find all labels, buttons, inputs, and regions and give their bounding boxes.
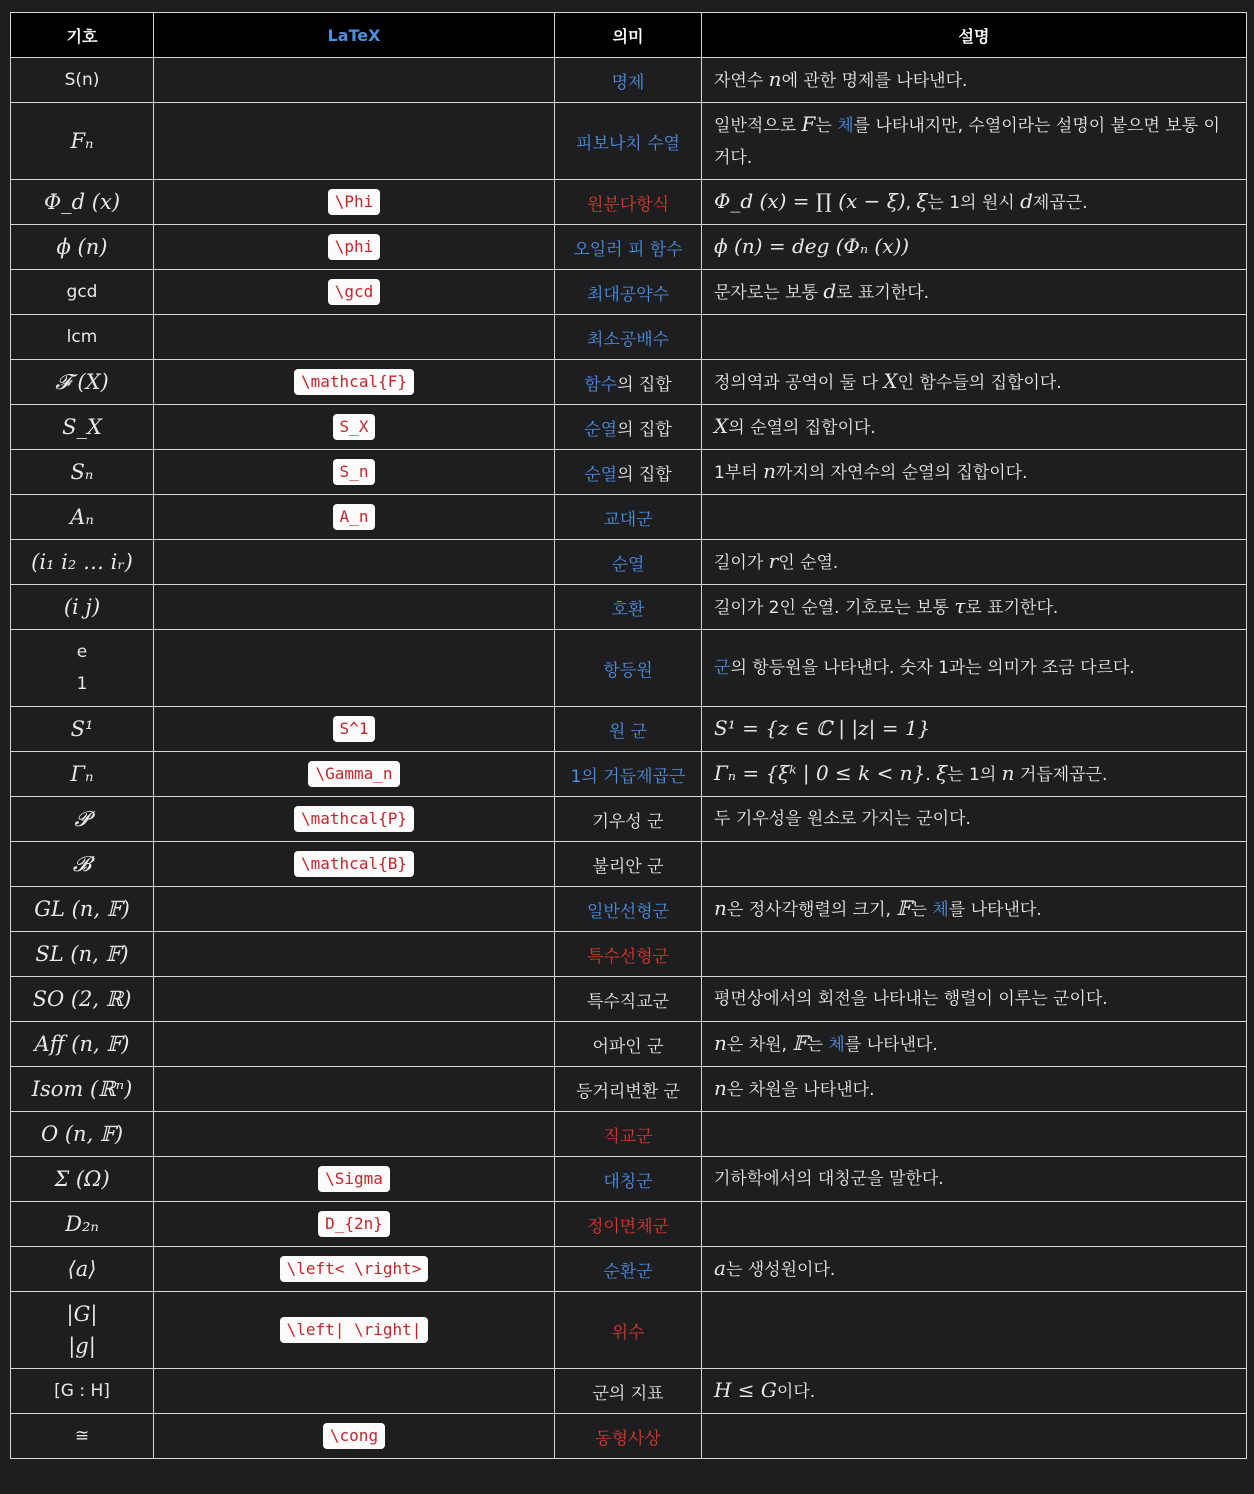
description-cell <box>702 1112 1247 1157</box>
meaning-cell <box>555 540 702 585</box>
desc-math: a <box>714 1256 726 1280</box>
desc-math: ϕ (n) = deg (Φₙ (x)) <box>714 234 910 258</box>
latex-cell <box>154 585 555 630</box>
desc-text: 인 함수들의 집합이다. <box>897 373 1062 393</box>
meaning-link-missing[interactable]: 특수선형군 <box>586 946 670 967</box>
meaning-link[interactable]: 원 군 <box>608 721 648 742</box>
meaning-cell <box>555 1202 702 1247</box>
meaning-link-missing[interactable]: 위수 <box>611 1322 645 1343</box>
desc-link[interactable]: 군 <box>714 658 731 678</box>
symbol-cell: SO (2, ℝ) <box>11 977 154 1022</box>
latex-cell <box>154 1022 555 1067</box>
desc-text: 은 차원을 나타낸다. <box>726 1080 875 1100</box>
desc-link[interactable]: 체 <box>932 900 949 920</box>
symbol-cell: S¹ <box>11 707 154 752</box>
meaning-cell <box>555 1247 702 1292</box>
meaning-text: 의 집합 <box>617 464 672 485</box>
symbol-cell: Φ_d (x) <box>11 180 154 225</box>
header-meaning: 의미 <box>555 13 702 58</box>
meaning-link[interactable]: 1의 거듭제곱근 <box>570 766 686 787</box>
meaning-cell <box>555 1112 702 1157</box>
desc-math: X <box>883 369 898 393</box>
latex-cell <box>154 1067 555 1112</box>
meaning-cell <box>555 630 702 707</box>
desc-math: F <box>801 112 816 136</box>
description-cell <box>702 540 1247 585</box>
symbol-cell: ⟨a⟩ <box>11 1247 154 1292</box>
meaning-cell <box>555 360 702 405</box>
description-cell <box>702 707 1247 752</box>
desc-text: 일반적으로 <box>714 116 802 136</box>
desc-math: n <box>768 67 782 91</box>
meaning-cell <box>555 495 702 540</box>
latex-code: \Sigma <box>318 1166 390 1192</box>
latex-code: \phi <box>328 234 381 260</box>
meaning-cell <box>555 1292 702 1369</box>
table-row <box>11 932 1247 977</box>
meaning-cell: 특수직교군 <box>555 977 702 1022</box>
header-latex-link[interactable]: LaTeX <box>154 13 555 58</box>
meaning-link[interactable]: 오일러 피 함수 <box>573 239 683 260</box>
meaning-cell: 불리안 군 <box>555 842 702 887</box>
latex-cell <box>154 450 555 495</box>
symbol-cell <box>11 630 154 707</box>
latex-code: A_n <box>333 504 376 530</box>
desc-math: ξ <box>916 189 928 213</box>
symbol-cell: ϕ (n) <box>11 225 154 270</box>
desc-text: 에 관한 명제를 나타낸다. <box>781 71 968 91</box>
meaning-cell: 어파인 군 <box>555 1022 702 1067</box>
symbol-cell: Aff (n, 𝔽) <box>11 1022 154 1067</box>
meaning-link[interactable]: 최대공약수 <box>586 284 670 305</box>
latex-code: D_{2n} <box>318 1211 390 1237</box>
latex-code: \Gamma_n <box>308 761 399 787</box>
latex-cell <box>154 270 555 315</box>
desc-math: ξ <box>936 761 948 785</box>
desc-math: Φ_d (x) = ∏ (x − ξ) <box>714 189 906 213</box>
latex-cell <box>154 797 555 842</box>
table-row <box>11 707 1247 752</box>
latex-cell <box>154 58 555 103</box>
meaning-link-missing[interactable]: 직교군 <box>603 1126 653 1147</box>
latex-cell <box>154 887 555 932</box>
description-cell <box>702 103 1247 180</box>
symbol-cell: GL (n, 𝔽) <box>11 887 154 932</box>
symbol-line: |g| <box>68 1334 96 1358</box>
latex-cell <box>154 752 555 797</box>
latex-cell <box>154 360 555 405</box>
latex-cell <box>154 1112 555 1157</box>
symbol-table-container <box>10 12 1246 1459</box>
table-row <box>11 405 1247 450</box>
latex-cell <box>154 977 555 1022</box>
latex-code: S_X <box>333 414 376 440</box>
desc-text: 기하학에서의 대칭군을 말한다. <box>714 1169 944 1189</box>
desc-text: 는 <box>910 900 933 920</box>
latex-cell <box>154 103 555 180</box>
symbol-cell: lcm <box>11 315 154 360</box>
table-row <box>11 1022 1247 1067</box>
latex-cell <box>154 405 555 450</box>
desc-text: 거듭제곱근. <box>1014 765 1108 785</box>
latex-code: \mathcal{B} <box>294 851 414 877</box>
meaning-cell <box>555 932 702 977</box>
latex-code: \left< \right> <box>280 1256 429 1282</box>
desc-text: 는 1의 원시 <box>927 193 1021 213</box>
symbol-cell: (i j) <box>11 585 154 630</box>
table-row <box>11 585 1247 630</box>
latex-cell <box>154 1157 555 1202</box>
desc-math: X <box>714 414 729 438</box>
symbol-cell: S_X <box>11 405 154 450</box>
latex-code: \mathcal{P} <box>294 806 414 832</box>
symbol-cell: S(n) <box>11 58 154 103</box>
desc-text: 평면상에서의 회전을 나타내는 행렬이 이루는 군이다. <box>714 989 1108 1009</box>
latex-cell <box>154 707 555 752</box>
meaning-cell: 군의 지표 <box>555 1369 702 1414</box>
description-cell <box>702 977 1247 1022</box>
latex-cell <box>154 180 555 225</box>
meaning-link[interactable]: 명제 <box>611 72 645 93</box>
table-row <box>11 797 1247 842</box>
symbol-table <box>10 12 1247 1459</box>
desc-text: 자연수 <box>714 71 769 91</box>
meaning-link-missing[interactable]: 동형사상 <box>595 1428 661 1449</box>
desc-text: 를 나타내지만, 수열이라는 설명이 붙으면 보통 이 거다. <box>714 116 1220 168</box>
meaning-link-missing[interactable]: 원분다항식 <box>586 194 670 215</box>
description-cell <box>702 1292 1247 1369</box>
description-cell <box>702 225 1247 270</box>
symbol-cell: D₂ₙ <box>11 1202 154 1247</box>
description-cell <box>702 630 1247 707</box>
desc-text: 로 표기한다. <box>836 283 930 303</box>
symbol-cell: 𝓟 <box>11 797 154 842</box>
desc-math: d <box>1020 189 1033 213</box>
latex-code: S^1 <box>333 716 376 742</box>
meaning-link[interactable]: 순열 <box>611 554 645 575</box>
desc-math: n <box>714 1076 727 1100</box>
desc-text: 이다. <box>776 1382 816 1402</box>
symbol-cell: 𝓕 (X) <box>11 360 154 405</box>
table-row <box>11 225 1247 270</box>
header-description: 설명 <box>702 13 1247 58</box>
desc-math: r <box>768 549 779 573</box>
desc-text: 문자로는 보통 <box>714 283 824 303</box>
table-row <box>11 540 1247 585</box>
table-row <box>11 103 1247 180</box>
symbol-cell: gcd <box>11 270 154 315</box>
description-cell <box>702 887 1247 932</box>
meaning-link[interactable]: 교대군 <box>603 509 653 530</box>
meaning-cell <box>555 1157 702 1202</box>
latex-code: \Phi <box>328 189 381 215</box>
latex-cell <box>154 932 555 977</box>
table-row <box>11 842 1247 887</box>
meaning-cell <box>555 58 702 103</box>
symbol-cell: (i₁ i₂ … iᵣ) <box>11 540 154 585</box>
meaning-cell <box>555 1414 702 1459</box>
meaning-text: 의 집합 <box>617 419 672 440</box>
desc-text: 는 <box>815 116 838 136</box>
desc-link[interactable]: 체 <box>837 116 854 136</box>
desc-math: n <box>763 459 776 483</box>
meaning-cell: 기우성 군 <box>555 797 702 842</box>
meaning-cell <box>555 180 702 225</box>
desc-text: 두 기우성을 원소로 가지는 군이다. <box>714 809 971 829</box>
symbol-cell: 𝓑 <box>11 842 154 887</box>
description-cell <box>702 797 1247 842</box>
symbol-cell: Aₙ <box>11 495 154 540</box>
description-cell <box>702 1157 1247 1202</box>
symbol-cell: Γₙ <box>11 752 154 797</box>
desc-text: 는 <box>806 1035 829 1055</box>
desc-text: 1부터 <box>714 463 764 483</box>
table-row <box>11 1369 1247 1414</box>
description-cell <box>702 842 1247 887</box>
meaning-cell <box>555 315 702 360</box>
symbol-cell: ≅ <box>11 1414 154 1459</box>
table-row <box>11 887 1247 932</box>
latex-cell <box>154 225 555 270</box>
latex-cell <box>154 630 555 707</box>
latex-code: S_n <box>333 459 376 485</box>
meaning-cell <box>555 405 702 450</box>
meaning-cell <box>555 270 702 315</box>
description-cell <box>702 1369 1247 1414</box>
desc-math: Γₙ = {ξᵏ | 0 ≤ k < n} <box>714 761 926 785</box>
table-row <box>11 1112 1247 1157</box>
desc-math: n <box>714 1031 727 1055</box>
meaning-link[interactable]: 순환군 <box>603 1261 653 1282</box>
latex-cell <box>154 1414 555 1459</box>
meaning-link[interactable]: 함수 <box>584 374 618 395</box>
desc-text: , <box>905 193 917 213</box>
desc-link[interactable]: 체 <box>828 1035 845 1055</box>
desc-math: 𝔽 <box>792 1031 807 1055</box>
meaning-cell <box>555 887 702 932</box>
desc-text: 은 차원, <box>726 1035 793 1055</box>
meaning-link[interactable]: 항등원 <box>603 660 653 681</box>
latex-code: \mathcal{F} <box>294 369 414 395</box>
table-row <box>11 1067 1247 1112</box>
table-header-row <box>11 13 1247 58</box>
meaning-cell <box>555 707 702 752</box>
meaning-cell <box>555 585 702 630</box>
desc-text: 는 1의 <box>947 765 1002 785</box>
table-row <box>11 495 1247 540</box>
desc-math: τ <box>954 594 966 618</box>
desc-math: n <box>1001 761 1015 785</box>
desc-math: S¹ = {z ∈ ℂ | |z| = 1} <box>714 716 931 740</box>
description-cell <box>702 1022 1247 1067</box>
table-row <box>11 360 1247 405</box>
symbol-cell: Sₙ <box>11 450 154 495</box>
symbol-line: |G| <box>66 1302 98 1326</box>
desc-text: 로 표기한다. <box>965 598 1059 618</box>
description-cell <box>702 450 1247 495</box>
desc-text: 길이가 <box>714 553 769 573</box>
symbol-cell: Isom (ℝⁿ) <box>11 1067 154 1112</box>
desc-math: 𝔽 <box>896 896 911 920</box>
desc-text: 제곱근. <box>1032 193 1088 213</box>
desc-text: 는 생성원이다. <box>725 1260 836 1280</box>
desc-text: . <box>925 765 937 785</box>
meaning-link[interactable]: 피보나치 수열 <box>576 133 680 154</box>
description-cell <box>702 1067 1247 1112</box>
table-row <box>11 977 1247 1022</box>
description-cell <box>702 180 1247 225</box>
desc-math: H ≤ G <box>714 1378 777 1402</box>
latex-cell <box>154 315 555 360</box>
desc-text: 를 나타낸다. <box>948 900 1042 920</box>
meaning-link[interactable]: 순열 <box>584 419 618 440</box>
table-row <box>11 270 1247 315</box>
table-row <box>11 1247 1247 1292</box>
symbol-cell: [G : H] <box>11 1369 154 1414</box>
meaning-link[interactable]: 대칭군 <box>603 1171 653 1192</box>
latex-cell <box>154 1292 555 1369</box>
description-cell <box>702 270 1247 315</box>
description-cell <box>702 495 1247 540</box>
desc-text: 은 정사각행렬의 크기, <box>726 900 897 920</box>
desc-math: n <box>714 896 727 920</box>
header-symbol: 기호 <box>11 13 154 58</box>
meaning-cell <box>555 103 702 180</box>
meaning-link-missing[interactable]: 정이면체군 <box>586 1216 670 1237</box>
desc-text: 정의역과 공역이 둘 다 <box>714 373 884 393</box>
description-cell <box>702 360 1247 405</box>
description-cell <box>702 405 1247 450</box>
latex-cell <box>154 540 555 585</box>
meaning-cell <box>555 450 702 495</box>
symbol-cell: Σ (Ω) <box>11 1157 154 1202</box>
desc-text: 까지의 자연수의 순열의 집합이다. <box>775 463 1028 483</box>
latex-code: \left| \right| <box>280 1317 429 1343</box>
latex-code: \cong <box>323 1423 385 1449</box>
desc-text: 를 나타낸다. <box>844 1035 938 1055</box>
table-row <box>11 630 1247 707</box>
meaning-cell <box>555 752 702 797</box>
latex-cell <box>154 842 555 887</box>
description-cell <box>702 1202 1247 1247</box>
meaning-link[interactable]: 최소공배수 <box>586 329 670 350</box>
description-cell <box>702 58 1247 103</box>
meaning-cell: 등거리변환 군 <box>555 1067 702 1112</box>
meaning-link[interactable]: 호환 <box>611 599 645 620</box>
table-row <box>11 58 1247 103</box>
description-cell <box>702 752 1247 797</box>
meaning-cell <box>555 225 702 270</box>
symbol-cell <box>11 1292 154 1369</box>
table-row <box>11 1414 1247 1459</box>
table-row <box>11 180 1247 225</box>
table-row <box>11 1292 1247 1369</box>
latex-cell <box>154 1202 555 1247</box>
table-row <box>11 1202 1247 1247</box>
description-cell <box>702 315 1247 360</box>
desc-math: d <box>823 279 837 303</box>
symbol-line: e <box>76 642 88 662</box>
latex-cell <box>154 495 555 540</box>
latex-cell <box>154 1369 555 1414</box>
symbol-cell: O (n, 𝔽) <box>11 1112 154 1157</box>
table-row <box>11 450 1247 495</box>
meaning-text: 의 집합 <box>617 374 672 395</box>
meaning-link[interactable]: 순열 <box>584 464 618 485</box>
description-cell <box>702 1247 1247 1292</box>
description-cell <box>702 932 1247 977</box>
desc-text: 의 순열의 집합이다. <box>728 418 876 438</box>
desc-text: 인 순열. <box>778 553 839 573</box>
meaning-link[interactable]: 일반선형군 <box>586 901 670 922</box>
table-row <box>11 1157 1247 1202</box>
desc-text: 길이가 2인 순열. 기호로는 보통 <box>714 598 955 618</box>
latex-code: \gcd <box>328 279 381 305</box>
description-cell <box>702 1414 1247 1459</box>
table-row <box>11 315 1247 360</box>
description-cell <box>702 585 1247 630</box>
symbol-cell: Fₙ <box>11 103 154 180</box>
latex-cell <box>154 1247 555 1292</box>
symbol-line: 1 <box>76 674 88 694</box>
symbol-cell: SL (n, 𝔽) <box>11 932 154 977</box>
desc-text: 의 항등원을 나타낸다. 숫자 1과는 의미가 조금 다르다. <box>730 658 1135 678</box>
table-row <box>11 752 1247 797</box>
